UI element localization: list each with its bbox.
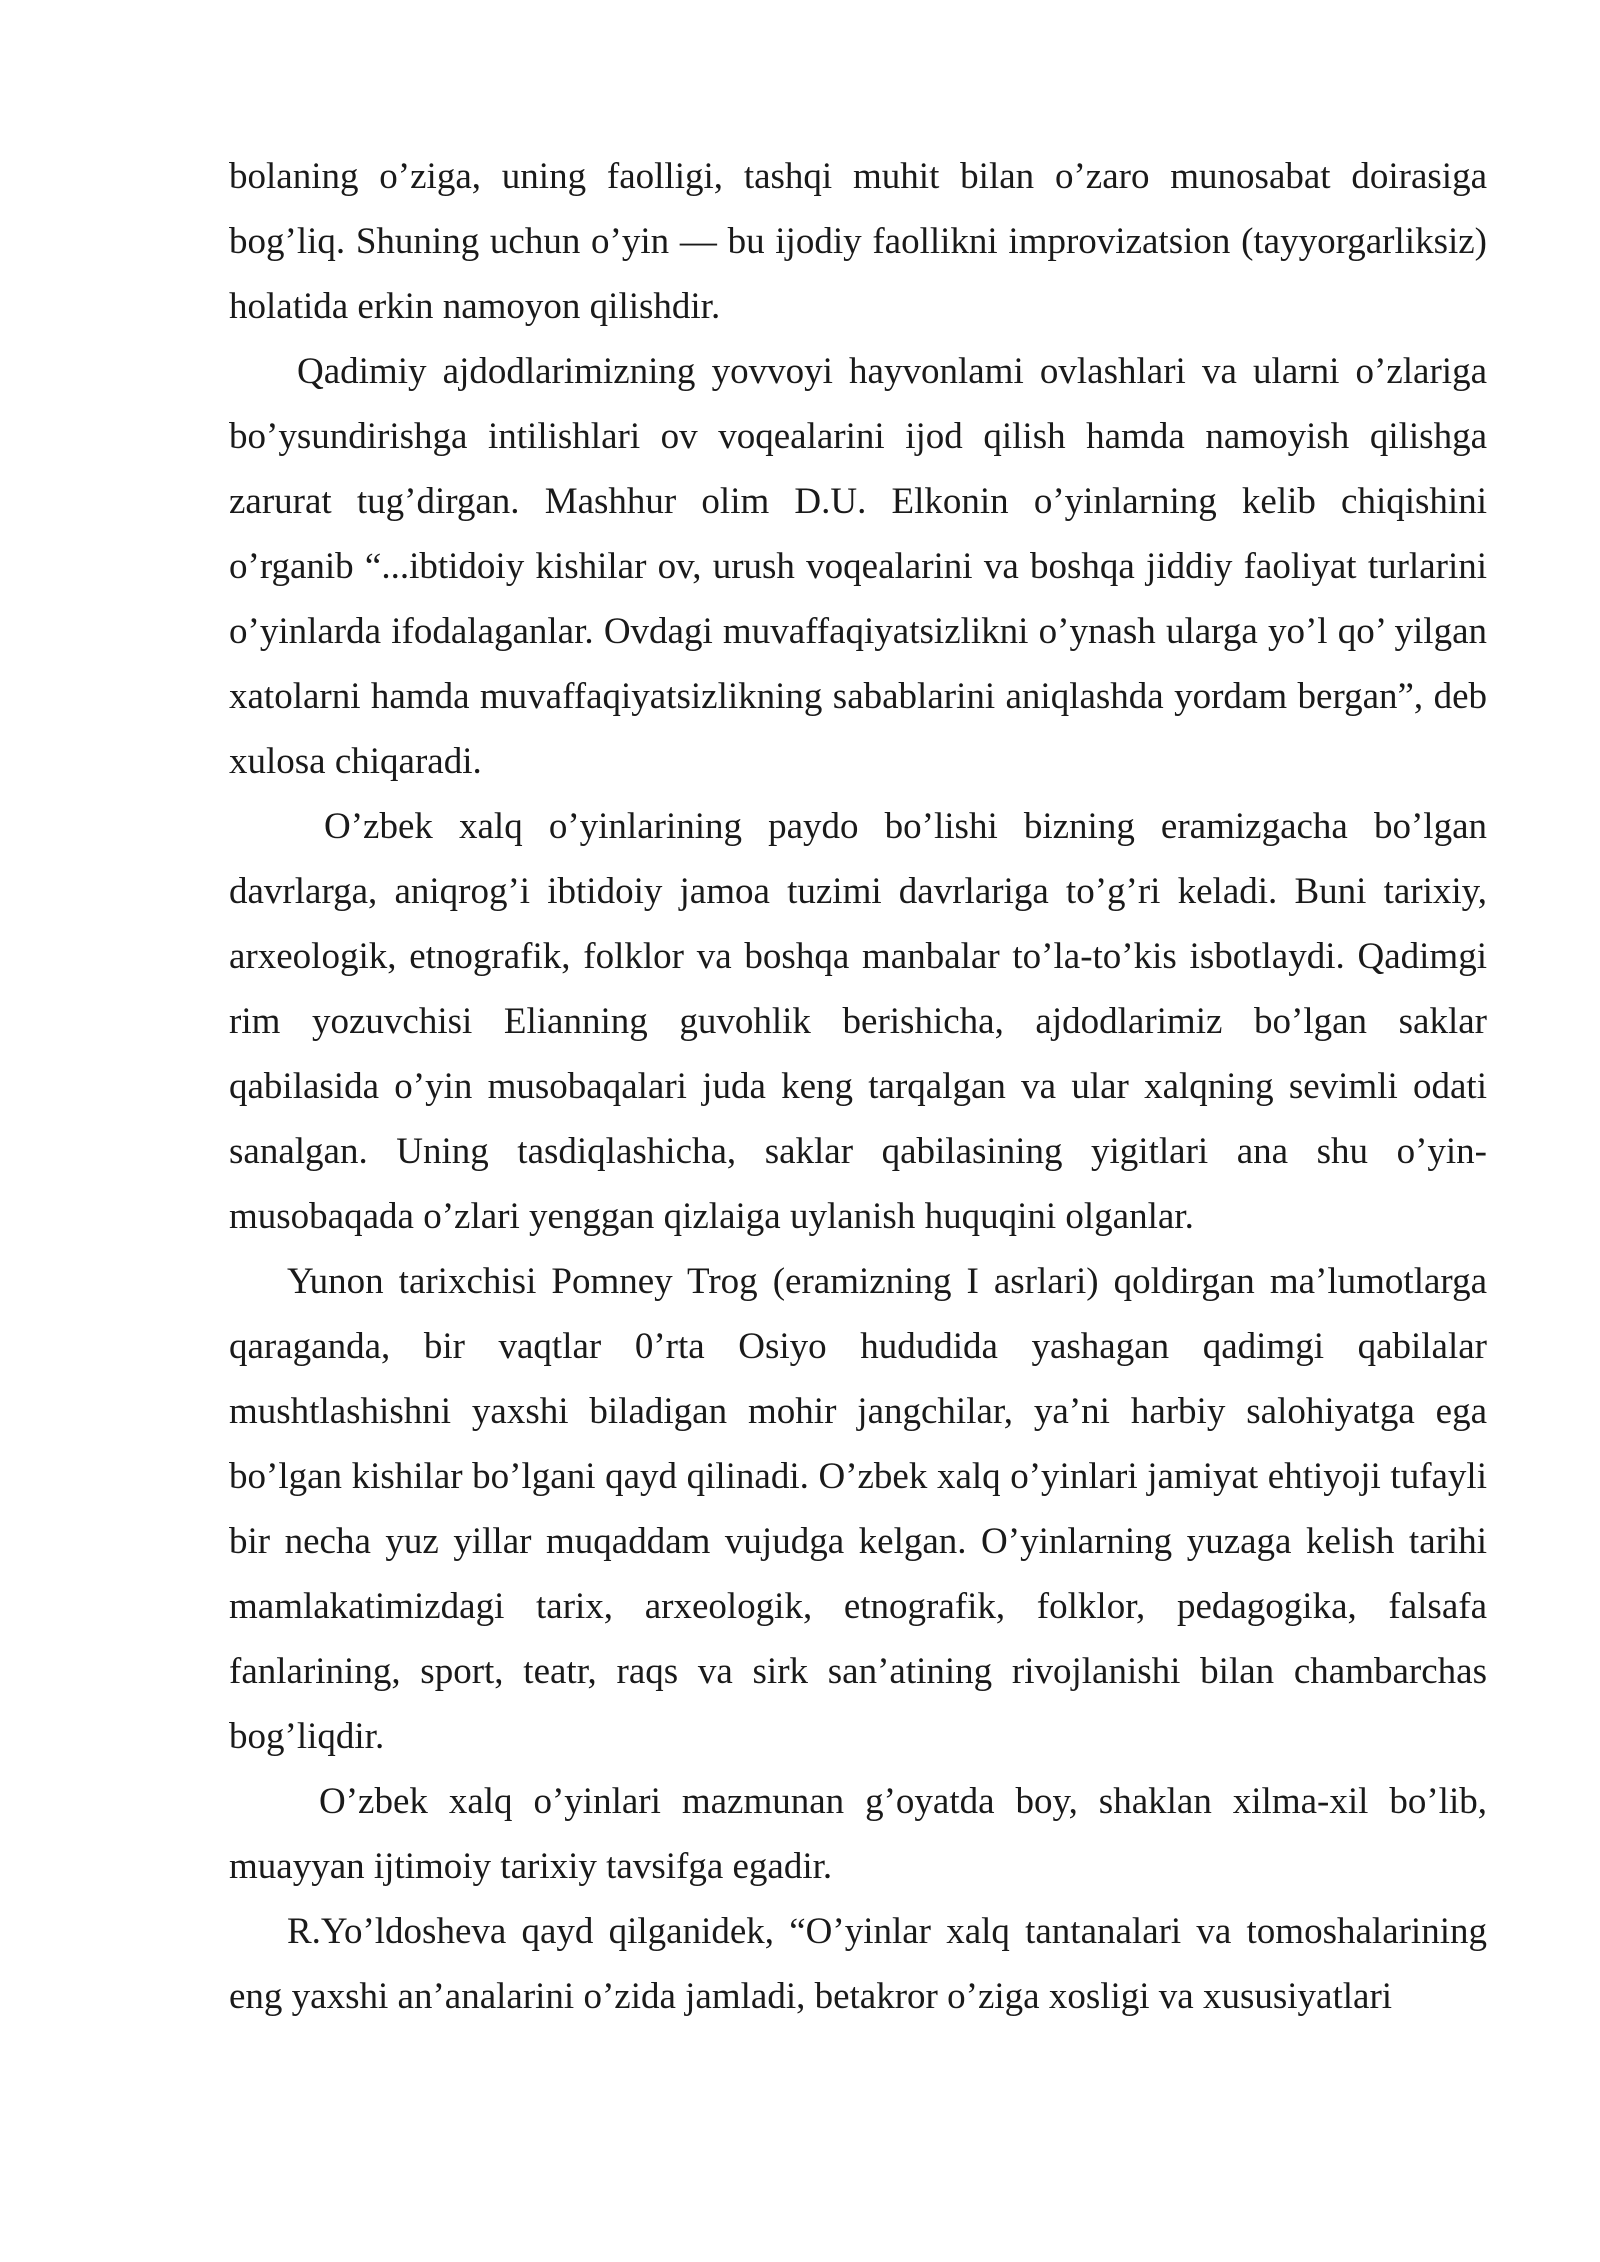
paragraph-3: O’zbek xalq o’yinlarining paydo bo’lishi bizning eramizgacha bo’lgan davrlarga, aniqrog’i ibtidoiy jamoa tuzimi davrlariga to’g’ri keladi. Buni tarixiy, arxeologik, etnografik, folklor va boshqa manbalar to’la-to’kis isbotlaydi. Qadimgi rim yozuvchisi Elianning guvohlik berishicha, ajdodlarimiz bo’lgan saklar qabilasida o’yin musobaqalari juda keng tarqalgan va ular xalqning sevimli odati sanalgan. Uning tasdiqlashicha, saklar qabilasining yigitlari ana shu o’yin-musobaqada o’zlari yenggan qizlaiga uylanish huquqini olganlar. [229, 806, 1487, 1237]
paragraph-6: R.Yo’ldosheva qayd qilganidek, “O’yinlar xalq tantanalari va tomoshalarining eng yaxshi an’analarini o’zida jamladi, betakror o’ziga xosligi va xususiyatlari [229, 1911, 1487, 2017]
paragraph-1: bolaning o’ziga, uning faolligi, tashqi muhit bilan o’zaro munosabat doirasiga bog’liq. Shuning uchun o’yin — bu ijodiy faollikni improvizatsion (tayyorgarliksiz) holatida erkin namoyon qilishdir. [229, 156, 1487, 327]
document-page [229, 144, 1487, 2029]
paragraph-2: Qadimiy ajdodlarimizning yovvoyi hayvonlami ovlashlari va ularni o’zlariga bo’ysundirishga intilishlari ov voqealarini ijod qilish hamda namoyish qilishga zarurat tug’dirgan. Mashhur olim D.U. Elkonin o’yinlarning kelib chiqishini o’rganib “...ibtidoiy kishilar ov, urush voqealarini va boshqa jiddiy faoliyat turlarini o’yinlarda ifodalaganlar. Ovdagi muvaffaqiyatsizlikni o’ynash ularga yo’l qo’ yilgan xatolarni hamda muvaffaqiyatsizlikning sabablarini aniqlashda yordam bergan”, deb xulosa chiqaradi. [229, 351, 1487, 782]
paragraph-5: O’zbek xalq o’yinlari mazmunan g’oyatda boy, shaklan xilma-xil bo’lib, muayyan ijtimoiy tarixiy tavsifga egadir. [229, 1781, 1487, 1887]
paragraph-4: Yunon tarixchisi Pomney Trog (eramizning I asrlari) qoldirgan ma’lumotlarga qaraganda, bir vaqtlar 0’rta Osiyo hududida yashagan qadimgi qabilalar mushtlashishni yaxshi biladigan mohir jangchilar, ya’ni harbiy salohiyatga ega bo’lgan kishilar bo’lgani qayd qilinadi. O’zbek xalq o’yinlari jamiyat ehtiyoji tufayli bir necha yuz yillar muqaddam vujudga kelgan. O’yinlarning yuzaga kelish tarihi mamlakatimizdagi tarix, arxeologik, etnografik, folklor, pedagogika, falsafa fanlarining, sport, teatr, raqs va sirk san’atining rivojlanishi bilan chambarchas bog’liqdir. [229, 1261, 1487, 1757]
